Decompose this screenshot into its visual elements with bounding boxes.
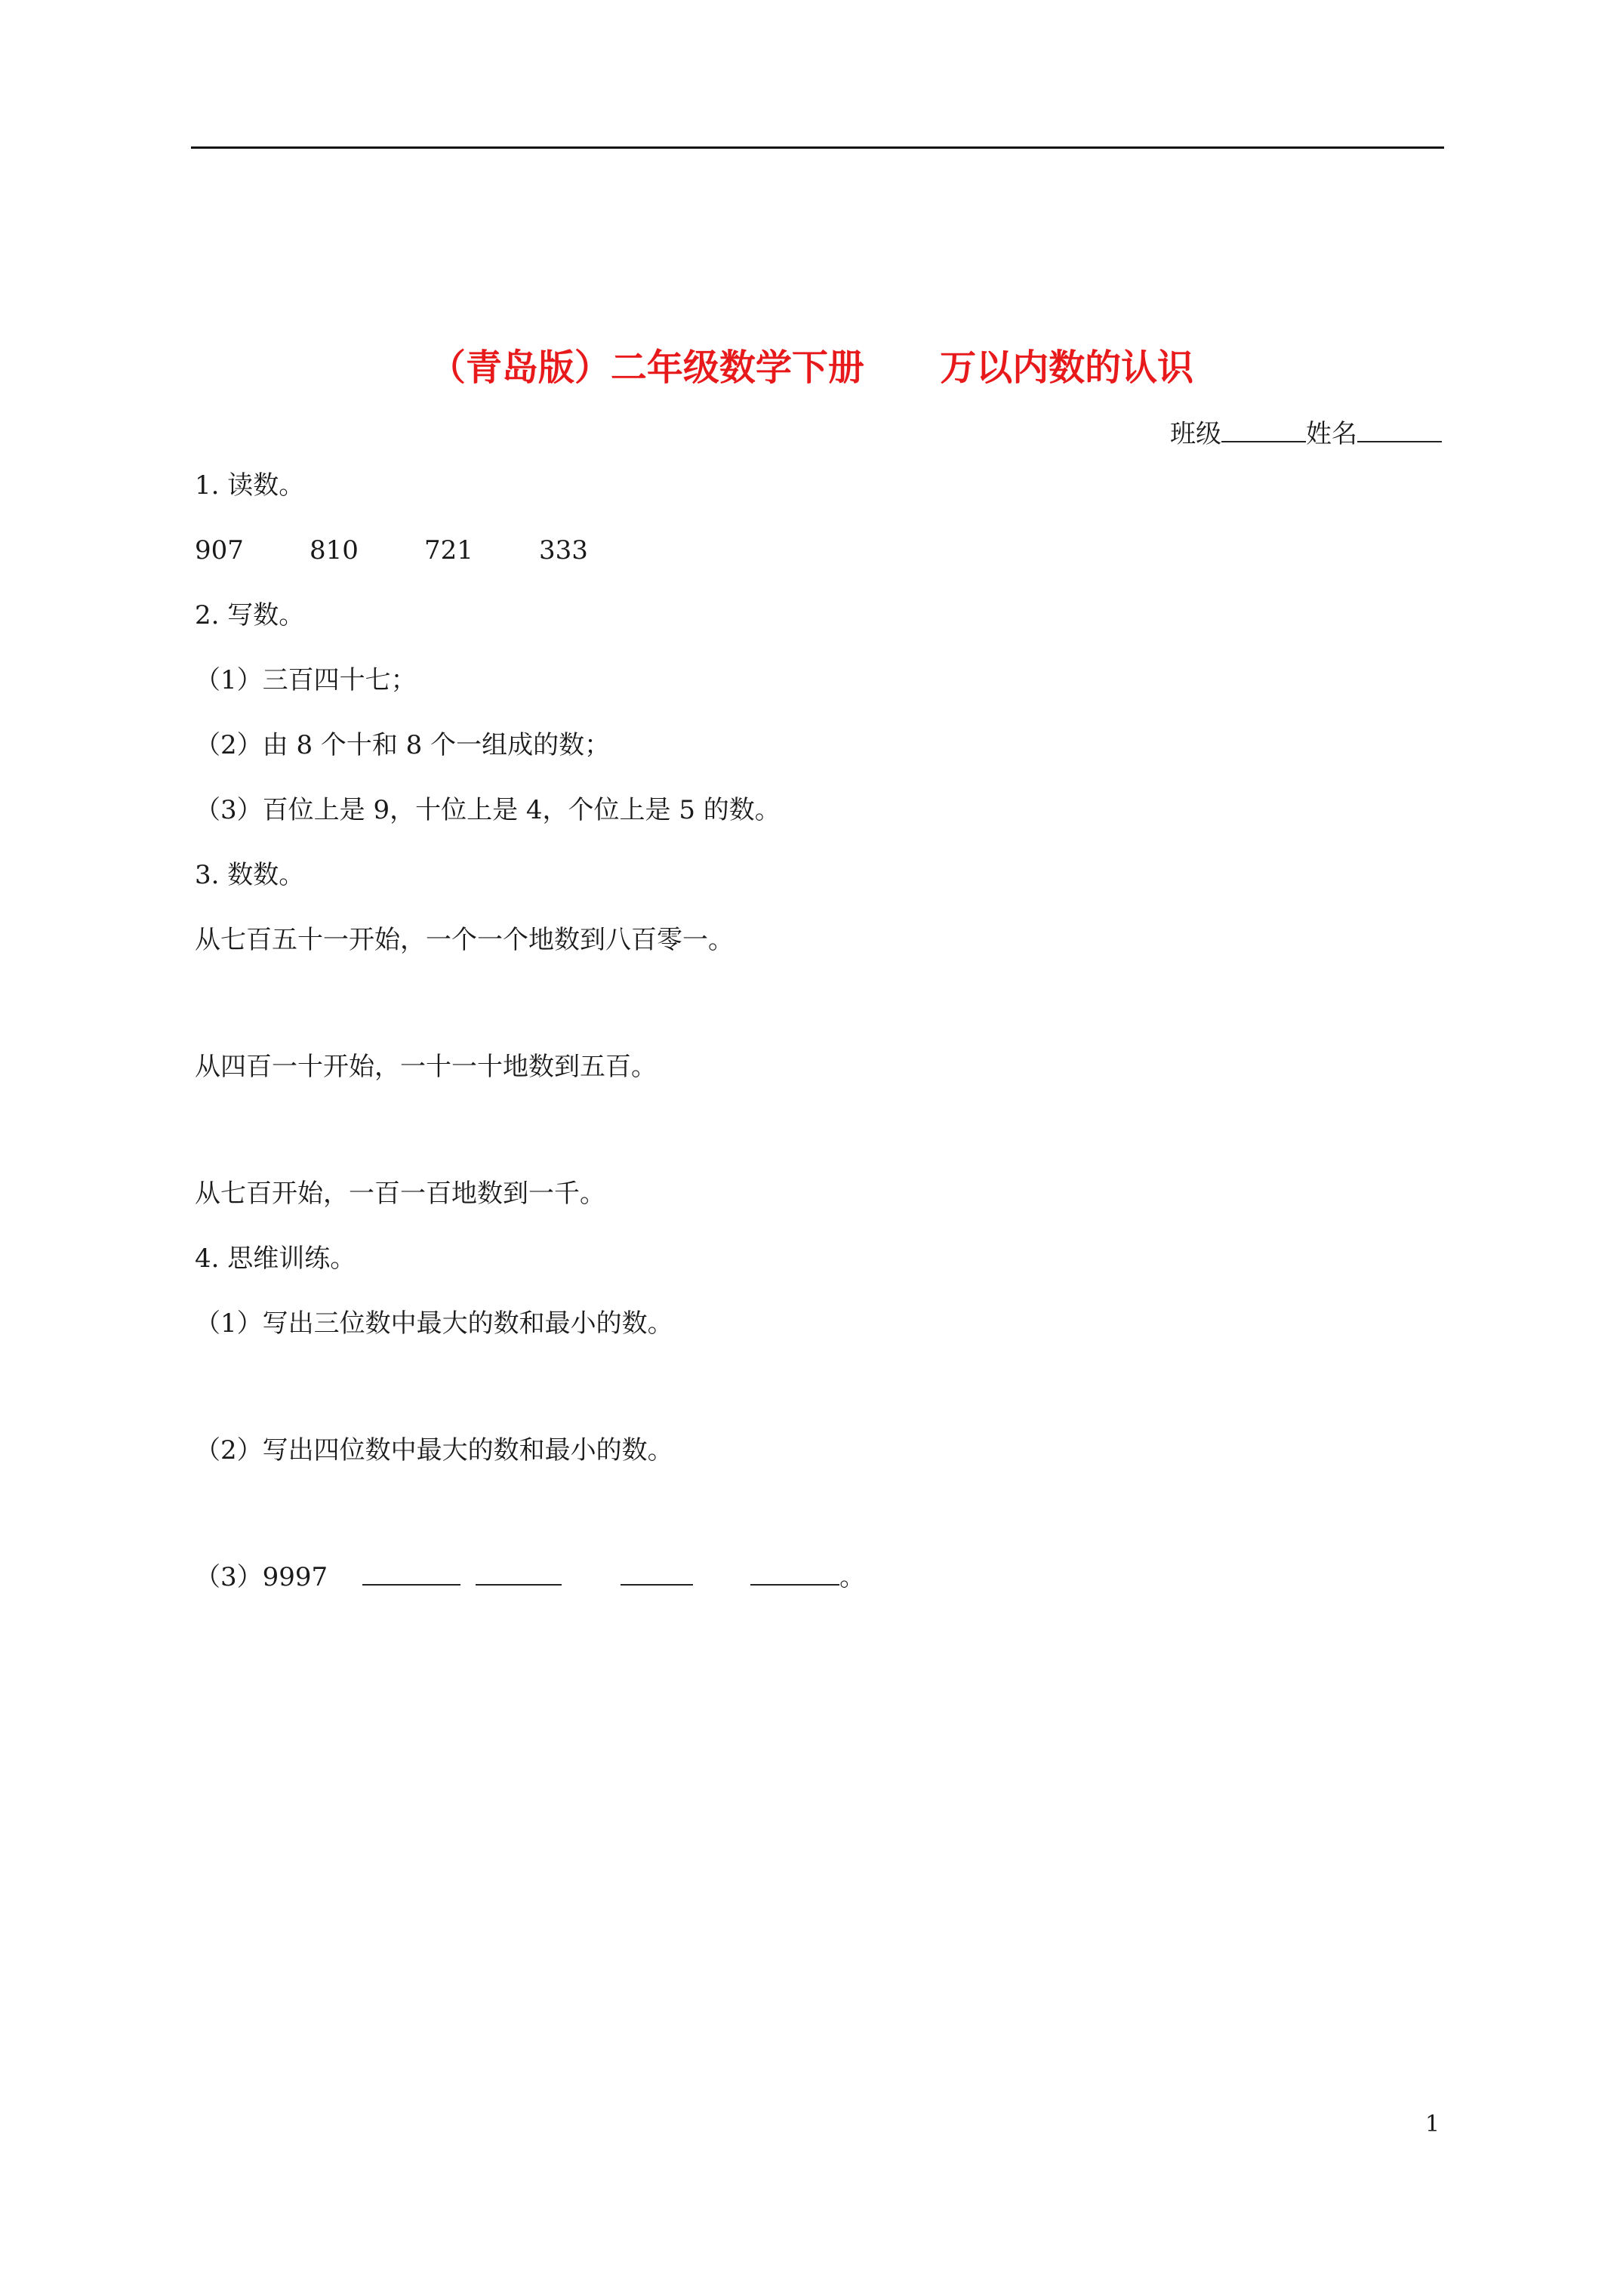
q2-item-3: （3）百位上是 9，十位上是 4，个位上是 5 的数。 [195, 795, 781, 825]
q2-item-2: （2）由 8 个十和 8 个一组成的数； [195, 730, 611, 760]
class-label: 班级 [1170, 419, 1221, 449]
title-grade: （青岛版）二年级数学下册 [429, 347, 864, 389]
q3-item-2: 从四百一十开始，一十一十地数到五百。 [195, 1052, 657, 1082]
q4-item-2: （2）写出四位数中最大的数和最小的数。 [195, 1435, 673, 1465]
header-rule [191, 146, 1444, 149]
answer-blank[interactable] [750, 1561, 839, 1586]
page-number: 1 [1425, 2111, 1440, 2137]
q1-heading: 1. 读数。 [195, 470, 305, 501]
q2-heading: 2. 写数。 [195, 600, 305, 630]
answer-blank[interactable] [476, 1561, 562, 1586]
answer-blank[interactable] [362, 1561, 460, 1586]
q2-item-1: （1）三百四十七； [195, 665, 417, 695]
q4-item-1: （1）写出三位数中最大的数和最小的数。 [195, 1308, 673, 1339]
class-blank[interactable] [1221, 415, 1306, 442]
class-name-fields [1170, 415, 1442, 453]
q3-heading: 3. 数数。 [195, 860, 305, 890]
title-topic: 万以内数的认识 [940, 347, 1194, 389]
name-blank[interactable] [1357, 415, 1442, 442]
answer-blank[interactable] [621, 1561, 693, 1586]
q4-sequence [195, 1558, 865, 1596]
q4-heading: 4. 思维训练。 [195, 1244, 356, 1274]
name-label: 姓名 [1306, 419, 1357, 449]
q1-numbers [195, 532, 654, 569]
worksheet-title [0, 341, 1623, 394]
sequence-end: 。 [839, 1562, 866, 1592]
read-number: 810 [310, 535, 359, 566]
q3-item-1: 从七百五十一开始，一个一个地数到八百零一。 [195, 925, 734, 955]
read-number: 721 [424, 535, 473, 566]
q3-item-3: 从七百开始，一百一百地数到一千。 [195, 1179, 605, 1209]
read-number: 907 [195, 535, 244, 566]
read-number: 333 [539, 535, 588, 566]
sequence-start: （3）9997 [195, 1562, 328, 1592]
